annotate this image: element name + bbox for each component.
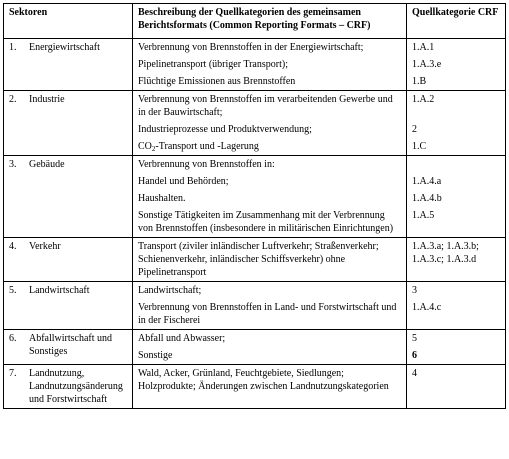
- sector-name: Gebäude: [29, 159, 65, 170]
- sector-cell: [4, 91, 133, 156]
- crf-code: 6: [412, 350, 417, 361]
- description-item: Landwirtschaft;: [138, 285, 202, 296]
- description-item: $CO_2$-Transport und -Lagerung: [138, 141, 259, 153]
- crf-code: 2: [412, 124, 417, 135]
- crf-code: 1.B: [412, 76, 427, 87]
- code-cell: [407, 330, 506, 365]
- crf-code: 1.A.4.b: [412, 193, 442, 204]
- crf-code: 1.A.5: [412, 210, 435, 221]
- sector-cell: [4, 365, 133, 409]
- description-item: Verbrennung von Brennstoffen in der Energiewirtschaft;: [138, 42, 364, 53]
- crf-code: 4: [412, 368, 417, 379]
- crf-code: 1.A.2: [412, 94, 435, 105]
- description-item: Transport (ziviler inländischer Luftverkehr; Straßenverkehr; Schienenverkehr, inländischer Schiffsverkehr) ohne Pipelinetransport: [138, 241, 379, 278]
- description-item: Wald, Acker, Grünland, Feuchtgebiete, Siedlungen; Holzprodukte; Änderungen zwischen Landnutzungskategorien: [138, 368, 389, 392]
- sector-name: Abfallwirtschaft und Sonstiges: [29, 333, 113, 357]
- sector-name: Landnutzung, Landnutzungsänderung und Forstwirtschaft: [29, 368, 123, 405]
- sector-cell: [4, 156, 133, 238]
- description-cell: [133, 282, 407, 330]
- description-cell: [133, 156, 407, 238]
- crf-code: 1.A.3.a; 1.A.3.b; 1.A.3.c; 1.A.3.d: [412, 241, 479, 265]
- description-cell: [133, 330, 407, 365]
- table-row: [4, 238, 506, 282]
- description-item: Sonstige Tätigkeiten im Zusammenhang mit der Verbrennung von Brennstoffen (insbesondere in militärischen Einrichtungen): [138, 210, 394, 234]
- sector-table: [3, 3, 506, 409]
- sector-number: 4.: [9, 241, 17, 252]
- crf-code: 1.C: [412, 141, 427, 152]
- header-crf-category: Quellkategorie CRF: [407, 4, 506, 39]
- header-description: Beschreibung der Quellkategorien des gemeinsamen Berichtsformats (Common Reporting Formats – CRF): [133, 4, 407, 39]
- crf-code: 1.A.3.e: [412, 59, 442, 70]
- description-item: Verbrennung von Brennstoffen im verarbeitenden Gewerbe und in der Bauwirtschaft;: [138, 94, 393, 118]
- sector-number: 6.: [9, 333, 17, 344]
- code-cell: [407, 365, 506, 409]
- description-item: Pipelinetransport (übriger Transport);: [138, 59, 288, 70]
- description-item: Flüchtige Emissionen aus Brennstoffen: [138, 76, 296, 87]
- crf-code: 1.A.1: [412, 42, 435, 53]
- table-row: [4, 156, 506, 238]
- code-cell: [407, 238, 506, 282]
- crf-code: 5: [412, 333, 417, 344]
- crf-code: 1.A.4.c: [412, 302, 442, 313]
- code-cell: [407, 156, 506, 238]
- sector-name: Industrie: [29, 94, 65, 105]
- sector-cell: [4, 238, 133, 282]
- description-item: Handel und Behörden;: [138, 176, 229, 187]
- table-row: [4, 282, 506, 330]
- sector-name: Verkehr: [29, 241, 61, 252]
- description-cell: [133, 39, 407, 91]
- description-cell: [133, 365, 407, 409]
- table-row: [4, 39, 506, 91]
- sector-number: 2.: [9, 94, 17, 105]
- description-item: Abfall und Abwasser;: [138, 333, 226, 344]
- table-header-row: [4, 4, 506, 39]
- table-row: [4, 91, 506, 156]
- sector-name: Landwirtschaft: [29, 285, 90, 296]
- description-item: Haushalten.: [138, 193, 186, 204]
- description-cell: [133, 238, 407, 282]
- sector-number: 7.: [9, 368, 17, 379]
- sector-cell: [4, 39, 133, 91]
- description-cell: [133, 91, 407, 156]
- sector-number: 5.: [9, 285, 17, 296]
- table-row: [4, 330, 506, 365]
- sector-cell: [4, 330, 133, 365]
- sector-name: Energiewirtschaft: [29, 42, 100, 53]
- description-intro: Verbrennung von Brennstoffen in:: [138, 159, 275, 170]
- crf-code: 1.A.4.a: [412, 176, 442, 187]
- sector-number: 3.: [9, 159, 17, 170]
- code-cell: [407, 39, 506, 91]
- sector-cell: [4, 282, 133, 330]
- header-sectors: Sektoren: [4, 4, 133, 39]
- sector-number: 1.: [9, 42, 17, 53]
- crf-code: 3: [412, 285, 417, 296]
- code-cell: [407, 282, 506, 330]
- description-item: Verbrennung von Brennstoffen in Land- und Forstwirtschaft und in der Fischerei: [138, 302, 397, 326]
- description-item: Sonstige: [138, 350, 173, 361]
- table-row: [4, 365, 506, 409]
- description-item: Industrieprozesse und Produktverwendung;: [138, 124, 312, 135]
- code-cell: [407, 91, 506, 156]
